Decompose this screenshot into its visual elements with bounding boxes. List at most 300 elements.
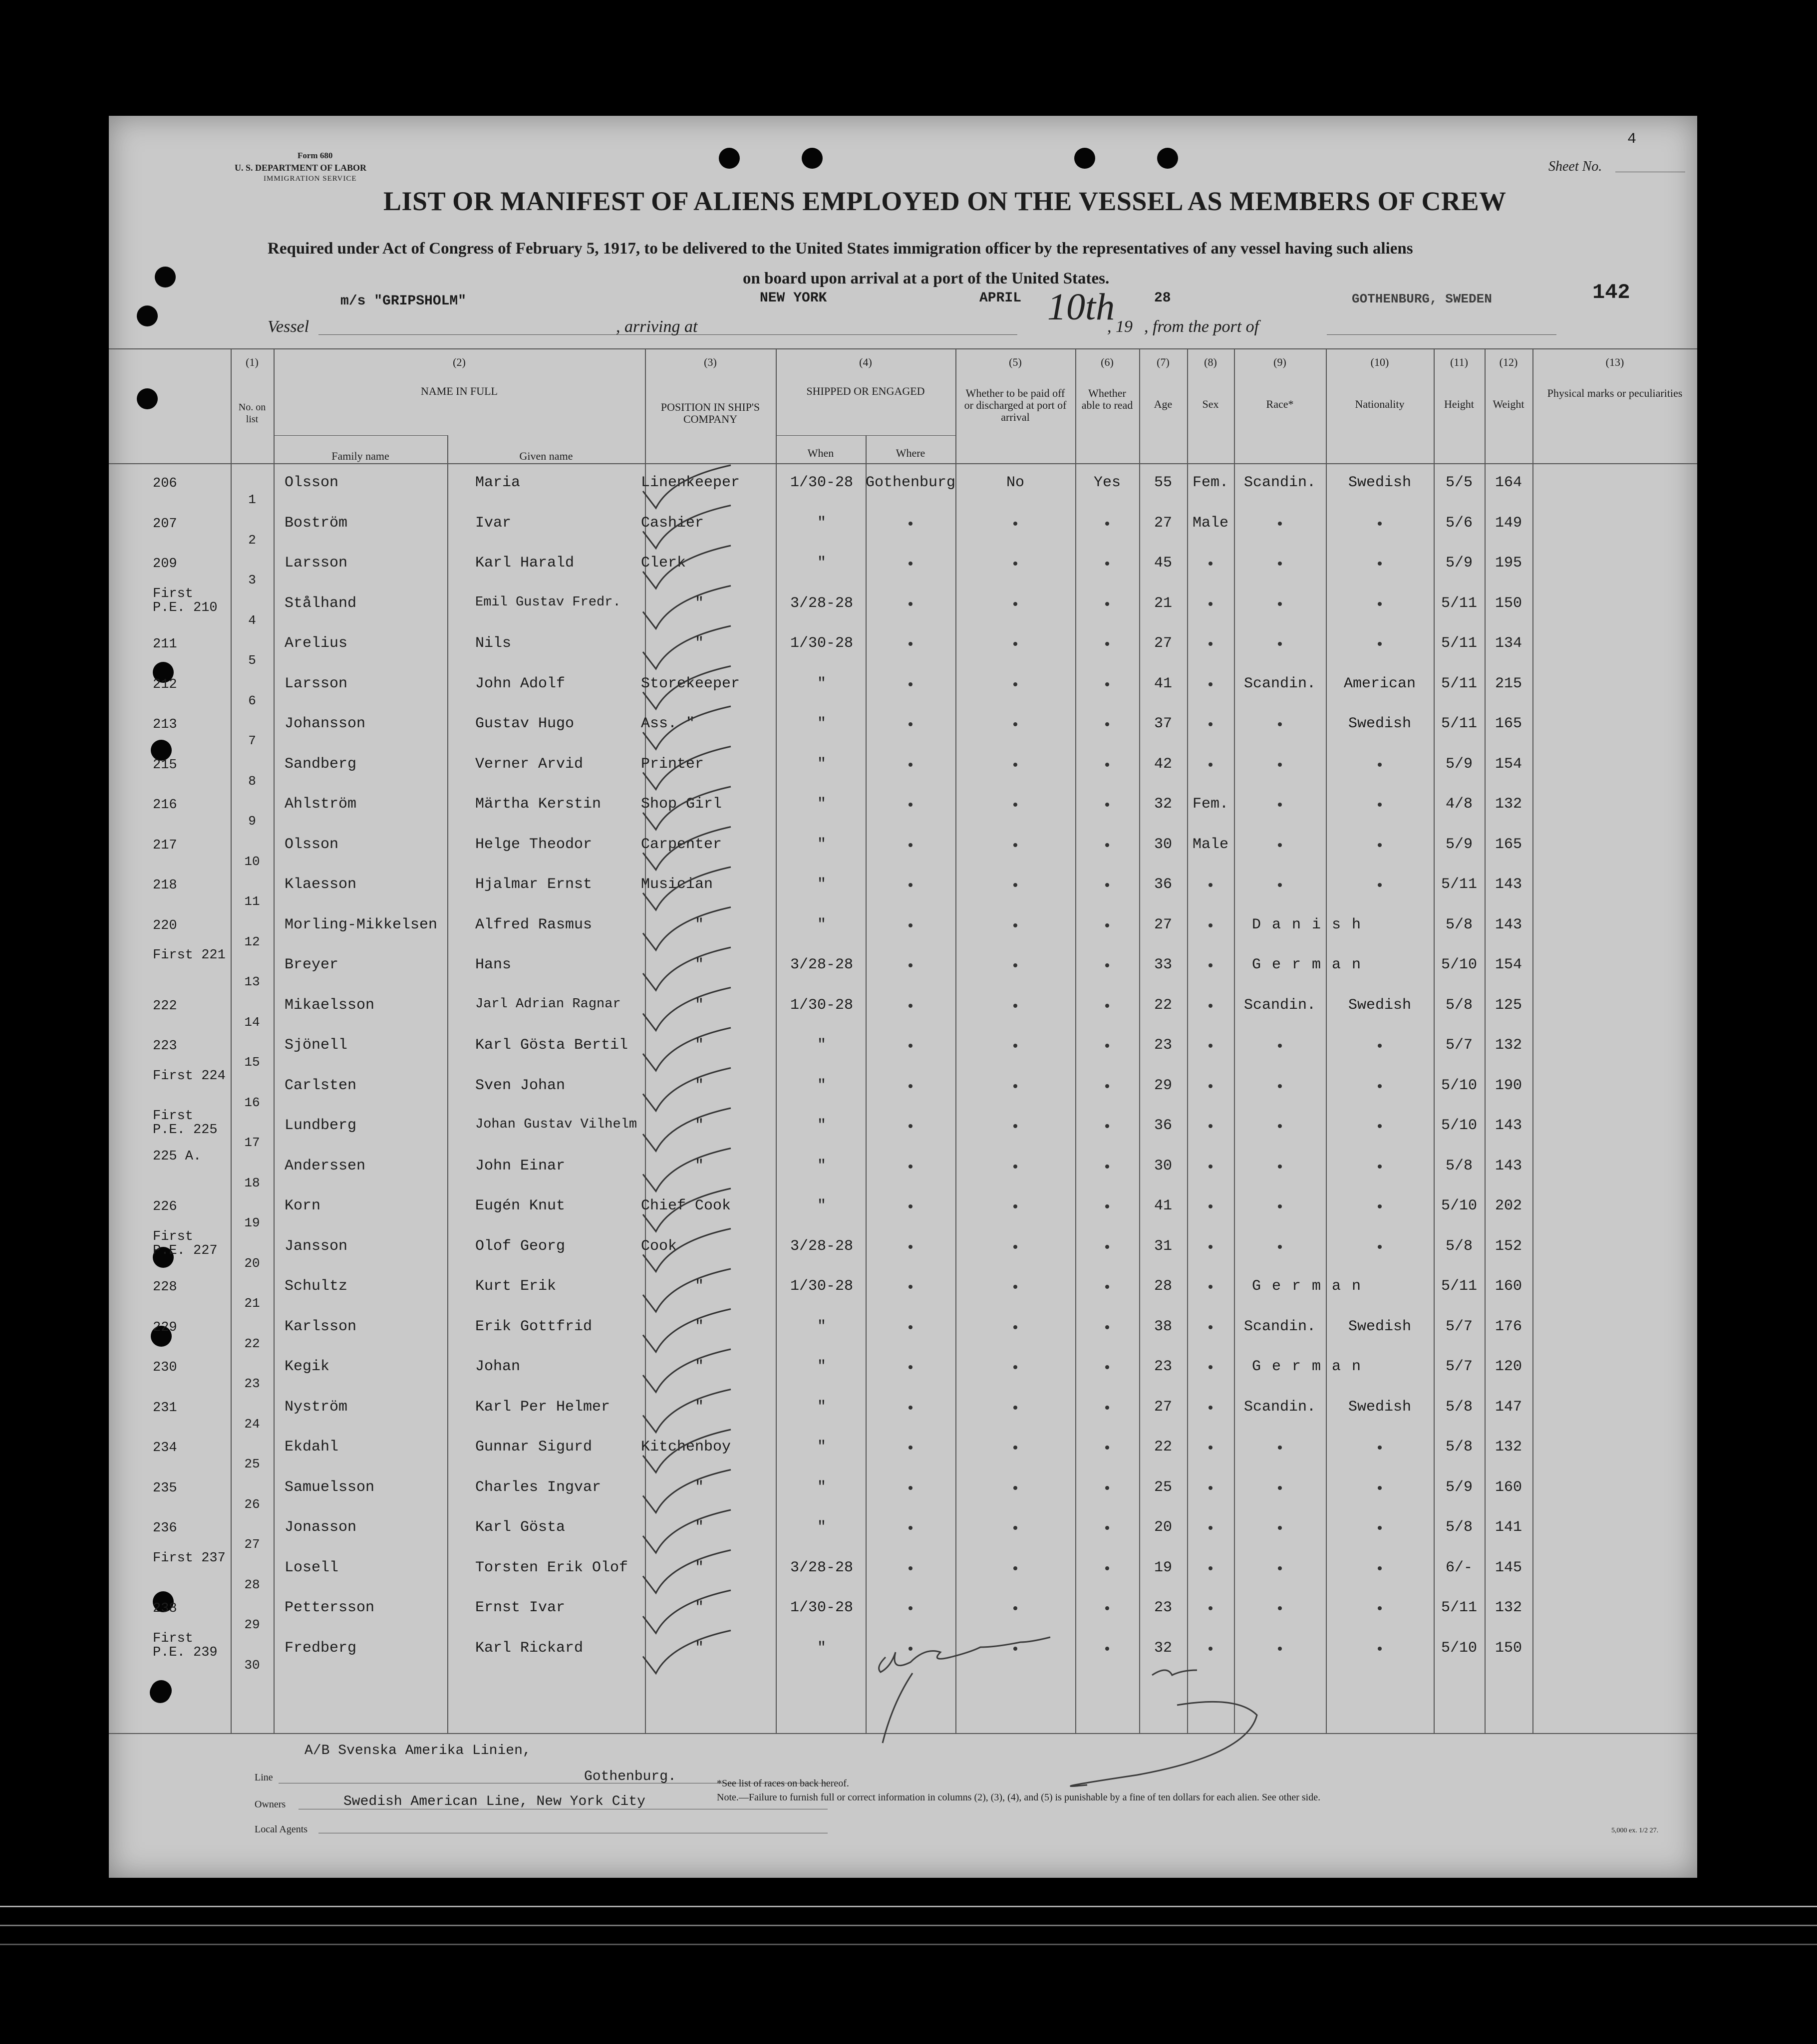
- weight-cell: 154: [1495, 755, 1522, 773]
- age-cell: 27: [1154, 635, 1172, 652]
- height-cell: 5/11: [1441, 715, 1477, 732]
- given-name-cell: Jarl Adrian Ragnar: [475, 996, 621, 1012]
- col-5-title: Whether to be paid off or discharged at port of arrival: [964, 387, 1067, 423]
- check-mark: [643, 827, 731, 870]
- list-number-cell: 17: [244, 1135, 260, 1150]
- height-cell: 5/10: [1441, 1117, 1477, 1134]
- shipped-when-cell: ": [817, 675, 826, 692]
- arriving-port: NEW YORK: [760, 291, 827, 306]
- shipped-when-cell: ": [817, 836, 826, 853]
- shipped-when-cell: 1/30-28: [790, 1599, 854, 1616]
- weight-cell: 164: [1495, 474, 1522, 491]
- age-cell: 30: [1154, 1157, 1172, 1174]
- height-cell: 5/5: [1445, 474, 1473, 491]
- list-number-cell: 16: [244, 1095, 260, 1110]
- check-mark: [643, 1590, 731, 1633]
- given-name-cell: John Adolf: [475, 675, 566, 692]
- margin-number: 223: [153, 1039, 177, 1054]
- age-cell: 25: [1154, 1478, 1172, 1496]
- list-number-cell: 27: [244, 1537, 260, 1552]
- check-mark: [643, 787, 731, 830]
- list-number-cell: 24: [244, 1416, 260, 1432]
- age-cell: 20: [1154, 1519, 1172, 1536]
- owners-name: Swedish American Line, New York City: [343, 1794, 645, 1809]
- height-cell: 5/11: [1441, 1278, 1477, 1295]
- margin-number: 209: [153, 557, 177, 572]
- age-cell: 36: [1154, 876, 1172, 893]
- col-6-title: Whether able to read: [1081, 387, 1133, 411]
- height-cell: 5/7: [1445, 1318, 1473, 1335]
- position-cell: Ass. ": [641, 715, 695, 732]
- weight-cell: 195: [1495, 555, 1522, 572]
- shipped-when-cell: 3/28-28: [790, 594, 854, 612]
- weight-cell: 143: [1495, 916, 1522, 933]
- given-name-cell: Karl Rickard: [475, 1639, 584, 1657]
- film-edge-line: [0, 1925, 1817, 1926]
- position-cell: ": [695, 916, 704, 933]
- position-cell: Carpenter: [641, 836, 722, 853]
- check-mark: [643, 506, 731, 549]
- given-name-cell: Alfred Rasmus: [475, 916, 593, 933]
- family-name-cell: Olsson: [285, 474, 339, 491]
- position-cell: Clerk: [641, 555, 686, 572]
- shipped-when-cell: ": [817, 796, 826, 813]
- col-6-number: (6): [1101, 356, 1114, 368]
- list-number-cell: 12: [244, 934, 260, 949]
- line-city: Gothenburg.: [584, 1769, 676, 1784]
- position-cell: ": [695, 1157, 704, 1174]
- race-cell: G e r m a n: [1252, 956, 1362, 973]
- department-name: U. S. DEPARTMENT OF LABOR: [235, 163, 367, 173]
- given-name-cell: Erik Gottfrid: [475, 1318, 593, 1335]
- check-mark: [643, 1349, 731, 1392]
- given-name-cell: Johan Gustav Vilhelm: [475, 1117, 637, 1132]
- position-cell: ": [695, 1117, 704, 1134]
- signature: [879, 1637, 1257, 1786]
- check-mark: [643, 1269, 731, 1312]
- position-cell: ": [695, 1559, 704, 1576]
- col-12-title: Weight: [1493, 398, 1524, 410]
- height-cell: 5/8: [1445, 1237, 1473, 1255]
- film-edge-line: [0, 1906, 1817, 1907]
- col-2-number: (2): [453, 356, 466, 368]
- list-number-cell: 20: [244, 1255, 260, 1271]
- position-cell: ": [695, 1358, 704, 1375]
- col-11-title: Height: [1444, 398, 1474, 410]
- position-cell: ": [695, 594, 704, 612]
- check-mark: [643, 1309, 731, 1352]
- check-mark: [643, 867, 731, 910]
- age-cell: 28: [1154, 1278, 1172, 1295]
- height-cell: 5/7: [1445, 1037, 1473, 1054]
- weight-cell: 132: [1495, 796, 1522, 813]
- position-cell: Printer: [641, 755, 704, 773]
- list-number-cell: 15: [244, 1055, 260, 1070]
- weight-cell: 143: [1495, 1117, 1522, 1134]
- race-cell: Scandin.: [1243, 675, 1316, 692]
- sex-cell: Male: [1192, 514, 1228, 532]
- family-name-cell: Stålhand: [285, 594, 357, 612]
- arriving-label: , arriving at: [616, 317, 698, 336]
- weight-cell: 154: [1495, 956, 1522, 973]
- height-cell: 5/8: [1445, 1439, 1473, 1456]
- given-name-cell: Gunnar Sigurd: [475, 1439, 593, 1456]
- check-mark: [643, 907, 731, 950]
- position-cell: ": [695, 1639, 704, 1657]
- age-cell: 38: [1154, 1318, 1172, 1335]
- age-cell: 23: [1154, 1037, 1172, 1054]
- margin-number: 216: [153, 798, 177, 813]
- arrival-day: 10th: [1047, 286, 1115, 328]
- sex-cell: Male: [1192, 836, 1228, 853]
- margin-number: First 224: [153, 1068, 226, 1084]
- nationality-cell: American: [1343, 675, 1416, 692]
- family-name-cell: Losell: [285, 1559, 339, 1576]
- col-8-title: Sex: [1202, 398, 1219, 410]
- col-11-number: (11): [1450, 356, 1468, 368]
- sheet-number: 4: [1627, 131, 1637, 148]
- shipped-when-cell: ": [817, 1077, 826, 1094]
- height-cell: 5/11: [1441, 594, 1477, 612]
- weight-cell: 143: [1495, 876, 1522, 893]
- col-9-number: (9): [1273, 356, 1286, 368]
- line-company: A/B Svenska Amerika Linien,: [304, 1743, 531, 1758]
- position-cell: ": [695, 1318, 704, 1335]
- age-cell: 27: [1154, 514, 1172, 532]
- sheet-label: Sheet No.: [1548, 159, 1602, 174]
- col-5-number: (5): [1009, 356, 1022, 368]
- age-cell: 21: [1154, 594, 1172, 612]
- nationality-cell: Swedish: [1348, 996, 1412, 1014]
- from-port: GOTHENBURG, SWEDEN: [1352, 292, 1492, 306]
- position-cell: ": [695, 1077, 704, 1094]
- height-cell: 5/8: [1445, 1398, 1473, 1416]
- weight-cell: 132: [1495, 1439, 1522, 1456]
- given-name-cell: Hans: [475, 956, 512, 973]
- family-name-cell: Korn: [285, 1197, 321, 1214]
- weight-cell: 120: [1495, 1358, 1522, 1375]
- col-4-number: (4): [859, 356, 872, 368]
- agents-label: Local Agents: [255, 1824, 308, 1835]
- margin-number: 230: [153, 1360, 177, 1375]
- check-mark: [643, 666, 731, 709]
- position-cell: Storekeeper: [641, 675, 740, 692]
- given-name-cell: Karl Gösta Bertil: [475, 1037, 628, 1054]
- height-cell: 6/-: [1445, 1559, 1473, 1576]
- age-cell: 27: [1154, 1398, 1172, 1416]
- check-mark: [643, 1188, 731, 1231]
- given-name-cell: Helge Theodor: [475, 836, 593, 853]
- family-name-cell: Carlsten: [285, 1077, 357, 1094]
- col-3-number: (3): [704, 356, 717, 368]
- col-8-number: (8): [1204, 356, 1217, 368]
- given-name-cell: Karl Per Helmer: [475, 1398, 610, 1416]
- margin-number: First P.E. 227: [153, 1229, 218, 1258]
- able-to-read-cell: Yes: [1093, 474, 1121, 491]
- age-cell: 33: [1154, 956, 1172, 973]
- height-cell: 5/11: [1441, 635, 1477, 652]
- form-number: Form 680: [298, 151, 333, 160]
- family-name-cell: Morling-Mikkelsen: [285, 916, 438, 933]
- check-mark: [643, 1510, 731, 1553]
- shipped-when-cell: ": [817, 1117, 826, 1134]
- check-mark: [643, 1430, 731, 1472]
- check-mark: [643, 1390, 731, 1433]
- col-4b-title: Where: [896, 447, 925, 459]
- list-number-cell: 25: [244, 1457, 260, 1471]
- age-cell: 32: [1154, 796, 1172, 813]
- check-mark: [643, 1028, 731, 1071]
- family-name-cell: Ekdahl: [285, 1439, 339, 1456]
- list-number-cell: 10: [244, 854, 260, 869]
- line-label: Line: [255, 1772, 273, 1783]
- list-number-cell: 14: [244, 1014, 260, 1030]
- margin-number: 220: [153, 918, 177, 933]
- pen-marks: [109, 116, 1697, 1878]
- age-cell: 55: [1154, 474, 1172, 491]
- race-cell: Scandin.: [1243, 1318, 1316, 1335]
- age-cell: 19: [1154, 1559, 1172, 1576]
- list-number-cell: 22: [244, 1336, 260, 1351]
- weight-cell: 215: [1495, 675, 1522, 692]
- col-13-title: Physical marks or peculiarities: [1547, 387, 1683, 399]
- family-name-cell: Larsson: [285, 675, 348, 692]
- shipped-when-cell: ": [817, 514, 826, 532]
- margin-number: 225 A.: [153, 1149, 202, 1164]
- check-mark: [643, 988, 731, 1031]
- age-cell: 45: [1154, 555, 1172, 572]
- margin-number: 212: [153, 677, 177, 692]
- list-number-cell: 18: [244, 1175, 260, 1190]
- col-2b-title: Given name: [519, 450, 573, 462]
- check-mark: [643, 586, 731, 629]
- shipped-when-cell: ": [817, 1519, 826, 1536]
- list-number-cell: 28: [244, 1577, 260, 1592]
- position-cell: ": [695, 956, 704, 973]
- weight-cell: 190: [1495, 1077, 1522, 1094]
- family-name-cell: Karlsson: [285, 1318, 357, 1335]
- check-mark: [643, 546, 731, 588]
- col-1-title: No. on list: [238, 402, 266, 425]
- family-name-cell: Pettersson: [285, 1599, 375, 1616]
- height-cell: 5/8: [1445, 996, 1473, 1014]
- shipped-when-cell: 1/30-28: [790, 474, 854, 491]
- col-7-title: Age: [1154, 398, 1173, 410]
- list-number-cell: 9: [248, 814, 256, 829]
- family-name-cell: Schultz: [285, 1278, 348, 1295]
- margin-number: 238: [153, 1601, 177, 1616]
- margin-number: 236: [153, 1521, 177, 1536]
- family-name-cell: Lundberg: [285, 1117, 357, 1134]
- list-number-cell: 26: [244, 1496, 260, 1512]
- check-mark: [643, 1149, 731, 1191]
- list-number-cell: 1: [248, 492, 256, 507]
- shipped-when-cell: 1/30-28: [790, 1278, 854, 1295]
- col-2a-title: Family name: [331, 450, 389, 462]
- height-cell: 5/11: [1441, 675, 1477, 692]
- position-cell: ": [695, 1037, 704, 1054]
- margin-number: 207: [153, 516, 177, 532]
- family-name-cell: Olsson: [285, 836, 339, 853]
- position-cell: Chief Cook: [641, 1197, 731, 1214]
- col-3-title: POSITION IN SHIP'S COMPANY: [660, 401, 760, 425]
- family-name-cell: Mikaelsson: [285, 996, 375, 1014]
- sex-cell: Fem.: [1192, 796, 1228, 813]
- shipped-when-cell: ": [817, 876, 826, 893]
- age-cell: 23: [1154, 1358, 1172, 1375]
- height-cell: 4/8: [1445, 796, 1473, 813]
- check-mark: [643, 1470, 731, 1513]
- age-cell: 42: [1154, 755, 1172, 773]
- position-cell: Kitchenboy: [641, 1439, 731, 1456]
- shipped-when-cell: ": [817, 1639, 826, 1657]
- age-cell: 32: [1154, 1639, 1172, 1657]
- form-subtitle-2: on board upon arrival at a port of the United States.: [743, 270, 1110, 288]
- age-cell: 27: [1154, 916, 1172, 933]
- weight-cell: 165: [1495, 836, 1522, 853]
- weight-cell: 176: [1495, 1318, 1522, 1335]
- margin-number: 234: [153, 1441, 177, 1456]
- given-name-cell: Märtha Kerstin: [475, 796, 602, 813]
- shipped-when-cell: ": [817, 1439, 826, 1456]
- shipped-when-cell: ": [817, 1157, 826, 1174]
- nationality-cell: Swedish: [1348, 474, 1412, 491]
- position-cell: ": [695, 1519, 704, 1536]
- shipped-when-cell: ": [817, 1398, 826, 1416]
- list-number-cell: 11: [244, 894, 260, 909]
- shipped-when-cell: ": [817, 1478, 826, 1496]
- margin-number: 217: [153, 838, 177, 853]
- shipped-when-cell: 3/28-28: [790, 956, 854, 973]
- given-name-cell: Sven Johan: [475, 1077, 566, 1094]
- height-cell: 5/9: [1445, 555, 1473, 572]
- position-cell: Cook: [641, 1237, 677, 1255]
- margin-number: First P.E. 210: [153, 586, 218, 615]
- col-10-title: Nationality: [1355, 398, 1405, 410]
- form-title: LIST OR MANIFEST OF ALIENS EMPLOYED ON THE VESSEL AS MEMBERS OF CREW: [383, 186, 1507, 216]
- margin-number: 231: [153, 1400, 177, 1416]
- list-number: 142: [1592, 281, 1630, 304]
- height-cell: 5/10: [1441, 956, 1477, 973]
- arrival-month: APRIL: [979, 291, 1022, 306]
- weight-cell: 125: [1495, 996, 1522, 1014]
- shipped-when-cell: ": [817, 555, 826, 572]
- check-mark: [643, 1229, 731, 1272]
- weight-cell: 132: [1495, 1037, 1522, 1054]
- margin-number: First P.E. 225: [153, 1109, 218, 1138]
- list-number-cell: 2: [248, 532, 256, 548]
- sex-cell: Fem.: [1192, 474, 1228, 491]
- margin-number: First 221: [153, 948, 226, 963]
- given-name-cell: Ernst Ivar: [475, 1599, 566, 1616]
- height-cell: 5/7: [1445, 1358, 1473, 1375]
- height-cell: 5/8: [1445, 1519, 1473, 1536]
- given-name-cell: Maria: [475, 474, 521, 491]
- penalty-note: Note.—Failure to furnish full or correct information in columns (2), (3), (4), and (5) is punishable by a fine of ten dollars for each alien. See other side.: [717, 1792, 1321, 1803]
- col-7-number: (7): [1157, 356, 1170, 368]
- given-name-cell: Emil Gustav Fredr.: [475, 594, 621, 610]
- given-name-cell: Verner Arvid: [475, 755, 584, 773]
- list-number-cell: 23: [244, 1376, 260, 1391]
- shipped-when-cell: ": [817, 1358, 826, 1375]
- col-4a-title: When: [807, 447, 834, 459]
- given-name-cell: John Einar: [475, 1157, 566, 1174]
- col-4-title: SHIPPED OR ENGAGED: [806, 385, 925, 397]
- given-name-cell: Hjalmar Ernst: [475, 876, 593, 893]
- position-cell: Musician: [641, 876, 713, 893]
- family-name-cell: Jonasson: [285, 1519, 357, 1536]
- weight-cell: 132: [1495, 1599, 1522, 1616]
- given-name-cell: Olof Georg: [475, 1237, 566, 1255]
- weight-cell: 150: [1495, 1639, 1522, 1657]
- list-number-cell: 5: [248, 653, 256, 668]
- weight-cell: 141: [1495, 1519, 1522, 1536]
- list-number-cell: 8: [248, 773, 256, 789]
- shipped-when-cell: 1/30-28: [790, 635, 854, 652]
- form-subtitle: Required under Act of Congress of February 5, 1917, to be delivered to the United States immigration officer by the representatives of any vessel having such aliens: [268, 240, 1413, 258]
- shipped-when-cell: ": [817, 916, 826, 933]
- shipped-where-cell: Gothenburg: [866, 474, 956, 491]
- given-name-cell: Charles Ingvar: [475, 1478, 602, 1496]
- weight-cell: 143: [1495, 1157, 1522, 1174]
- family-name-cell: Samuelsson: [285, 1478, 375, 1496]
- family-name-cell: Boström: [285, 514, 348, 532]
- race-cell: G e r m a n: [1252, 1278, 1362, 1295]
- height-cell: 5/10: [1441, 1639, 1477, 1657]
- position-cell: ": [695, 1398, 704, 1416]
- age-cell: 31: [1154, 1237, 1172, 1255]
- family-name-cell: Larsson: [285, 555, 348, 572]
- list-number-cell: 19: [244, 1215, 260, 1230]
- age-cell: 41: [1154, 1197, 1172, 1214]
- film-edge-line: [0, 1944, 1817, 1945]
- print-code: 5,000 ex. 1/2 27.: [1611, 1827, 1659, 1834]
- weight-cell: 147: [1495, 1398, 1522, 1416]
- margin-number: First 237: [153, 1550, 226, 1566]
- family-name-cell: Jansson: [285, 1237, 348, 1255]
- col-9-title: Race*: [1266, 398, 1294, 410]
- check-mark: [643, 1550, 731, 1593]
- height-cell: 5/9: [1445, 755, 1473, 773]
- check-mark: [643, 1108, 731, 1151]
- check-mark: [643, 465, 731, 508]
- height-cell: 5/8: [1445, 1157, 1473, 1174]
- service-name: IMMIGRATION SERVICE: [264, 175, 357, 183]
- weight-cell: 165: [1495, 715, 1522, 732]
- given-name-cell: Karl Harald: [475, 555, 575, 572]
- race-cell: G e r m a n: [1252, 1358, 1362, 1375]
- col-13-number: (13): [1605, 356, 1624, 368]
- height-cell: 5/8: [1445, 916, 1473, 933]
- height-cell: 5/11: [1441, 1599, 1477, 1616]
- weight-cell: 160: [1495, 1278, 1522, 1295]
- check-mark: [643, 747, 731, 790]
- margin-number: 218: [153, 878, 177, 893]
- given-name-cell: Kurt Erik: [475, 1278, 557, 1295]
- position-cell: ": [695, 1599, 704, 1616]
- age-cell: 22: [1154, 1439, 1172, 1456]
- family-name-cell: Klaesson: [285, 876, 357, 893]
- check-mark: [643, 1068, 731, 1111]
- given-name-cell: Torsten Erik Olof: [475, 1559, 628, 1576]
- family-name-cell: Kegik: [285, 1358, 330, 1375]
- col-2-title: NAME IN FULL: [421, 385, 498, 397]
- given-name-cell: Nils: [475, 635, 512, 652]
- shipped-when-cell: ": [817, 755, 826, 773]
- weight-cell: 145: [1495, 1559, 1522, 1576]
- arrival-year: 28: [1154, 291, 1171, 306]
- given-name-cell: Ivar: [475, 514, 512, 532]
